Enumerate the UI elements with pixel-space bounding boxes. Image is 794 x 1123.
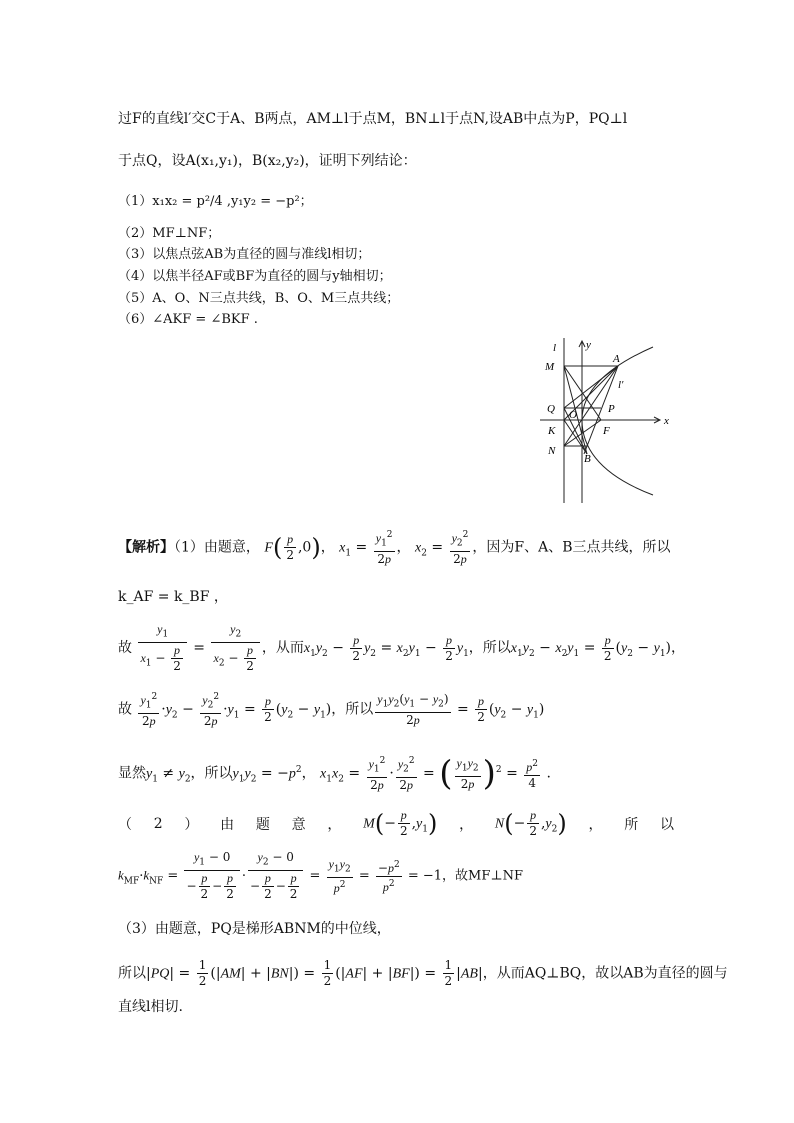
label-K: K [548, 425, 556, 437]
solution-line-2: k_AF = k_BF ， [118, 589, 228, 605]
intro-line-1: 过F的直线l′交C于A、B两点，AM⊥l于点M，BN⊥l于点N,设AB中点为P，PQ⊥l [118, 111, 628, 127]
label-y: y [586, 339, 591, 351]
label-F: F [603, 425, 610, 437]
solution-line-9: 所以|PQ| = $\frac{1}{2}$ (|AM| + |BN|) = $\frac{1}{2}$ (|AF| + |BF|) = $\frac{1}{2}$ |AB|，从而AQ⊥BQ，故以AB为直径的圆与 [118, 958, 728, 988]
label-O: O [569, 409, 577, 421]
parabola-figure [540, 338, 680, 503]
parabola-curve [582, 347, 653, 495]
conclusion-5: （5）A、O、N三点共线，B、O、M三点共线； [118, 291, 400, 306]
label-x: x [664, 415, 669, 427]
conclusion-1: （1）x₁x₂ = p²/4 ,y₁y₂ = −p²； [118, 194, 313, 209]
solution-line-6: （ 2 ） 由 题 意 ， M(− $\frac{p}{2}$ $,y_1$) ， N(− $\frac{p}{2}$ $,y_2$) ， 所 以 [118, 808, 674, 838]
solution-line-5: 显然$y_1 \ne y_2$，所以$y_1y_2 = -p^2$， $x_1x_2$ = $\frac{y_1^2}{2p}$ · $\frac{y_2^2}{2p}$ = ( $\frac{y_1y_2}{2p}$ )$^2$ = $\frac{p^2}{4}$ . [118, 753, 551, 794]
conclusion-3: （3）以焦点弦AB为直径的圆与准线l相切； [118, 247, 371, 262]
solution-line-8: （3）由题意，PQ是梯形ABNM的中位线， [118, 921, 391, 937]
conclusion-2: （2）MF⊥NF； [118, 226, 221, 241]
label-Q: Q [547, 403, 555, 415]
label-lprime: l′ [618, 379, 624, 391]
conclusion-6: （6）∠AKF = ∠BKF . [118, 312, 258, 327]
solution-tag: 【解析】 [118, 539, 174, 556]
conclusion-4: （4）以焦半径AF或BF为直径的圆与y轴相切； [118, 269, 392, 284]
solution-line-4: 故 $\frac{y_1^2}{2p}$ $\cdot y_2$ − $\frac{y_2^2}{2p}$ $\cdot y_1$ = $\frac{p}{2}$ $(y_2 - y_1)$，所以 $\frac{y_1y_2(y_1 - y_2)}{2p}$ = $\frac{p}{2}$ $(y_2 - y_1)$ [118, 691, 545, 729]
solution-line-3: 故 $y_1$ $x_1$ − $\frac{p}{2}$ = $y_2$ $x_2$ − $\frac{p}{2}$ ，从而$x_1y_2$ − $\frac{p}{2}$ $y_2 = x_2y_1$ − $\frac{p}{2}$ $y_1$，所以$x_1y_2 - x_2y_1$ = $\frac{p}{2}$ $(y_2 - y_1)$， [118, 622, 686, 674]
intro-line-2: 于点Q，设A(x₁,y₁)，B(x₂,y₂)，证明下列结论： [118, 153, 417, 169]
label-A: A [613, 353, 620, 365]
label-M: M [545, 361, 555, 373]
label-B: B [584, 453, 591, 465]
label-l: l [553, 342, 557, 354]
solution-line-1: 【解析】（1）由题意， F( $\frac{p}{2}$ ,0)， $x_1$ = $\frac{y_1^2}{2p}$ ， $x_2$ = $\frac{y_2^2}{2p}$ ，因为F、A、B三点共线，所以 [118, 530, 671, 567]
solution-line-7: $k_{MF}\cdot k_{NF}$ = $y_1 - 0$ − $\frac{p}{2}$ − $\frac{p}{2}$ · $y_2 - 0$ − $\frac{p}{2}$ − $\frac{p}{2}$ = $\frac{y_1y_2}{p^2}$ = $\frac{-p^2}{p^2}$ = −1，故MF⊥NF [118, 850, 523, 902]
label-N: N [548, 445, 556, 457]
label-P: P [608, 403, 615, 415]
solution-line-10: 直线l相切. [118, 999, 183, 1015]
